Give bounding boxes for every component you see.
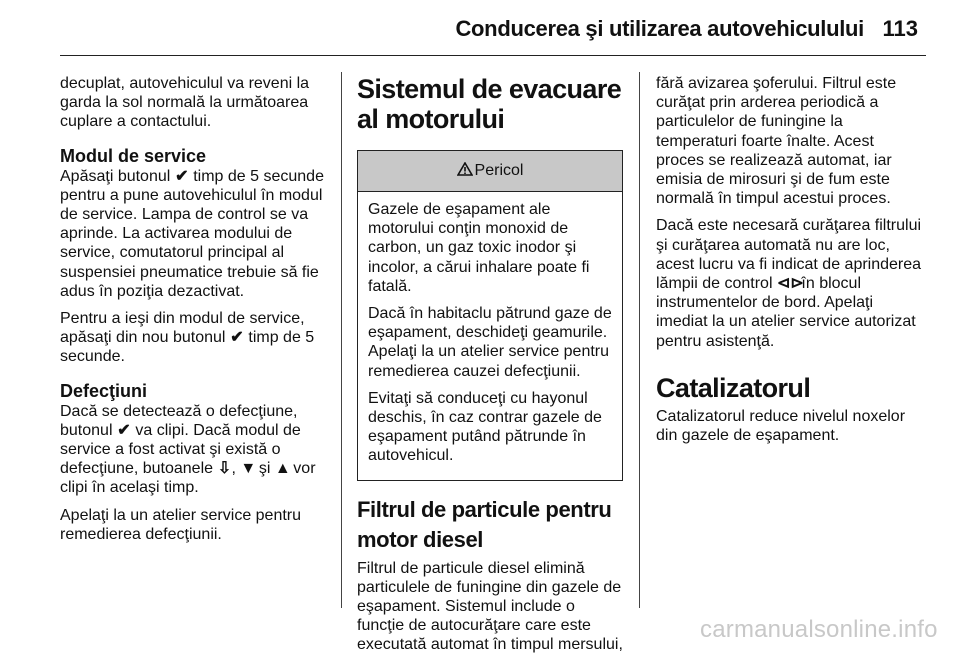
warning-triangle-icon xyxy=(457,162,473,176)
catalytic-converter-heading: Catalizatorul xyxy=(656,372,811,403)
service-mode-paragraph-1 xyxy=(60,167,324,301)
text-fragment: va clipi. Dacă modul de service a fost activat şi există o defecţiune, butoanele xyxy=(60,421,301,478)
warning-paragraph-3: Evitaţi să conduceţi cu hayonul deschis, în caz contrar gazele de eşapament putând pătrunde în autovehicul. xyxy=(368,389,602,465)
wrench-icon: ✔ xyxy=(117,421,131,439)
text-fragment: vor clipi în acelaşi timp. xyxy=(60,460,316,497)
warning-body xyxy=(358,192,622,480)
header-rule xyxy=(60,55,926,56)
column-3 xyxy=(656,74,926,453)
dpf-paragraph-2 xyxy=(656,216,926,350)
warning-label: Pericol xyxy=(474,162,524,179)
faults-paragraph-1 xyxy=(60,402,324,498)
text-fragment: Dacă este necesară curăţarea filtrului şi curăţarea automată nu are loc, acest lucru va fi indicat de aprinderea lămpii de control xyxy=(656,217,922,293)
faults-heading: Defecţiuni xyxy=(60,380,148,401)
warning-header xyxy=(358,151,622,192)
page-header xyxy=(0,0,960,60)
service-mode-heading: Modul de service xyxy=(60,145,207,166)
text-fragment: Pentru a ieşi din modul de service, apăsaţi din nou butonul xyxy=(60,310,305,347)
danger-warning-box xyxy=(357,150,623,481)
wrench-icon: ✔ xyxy=(230,329,244,347)
dpf-paragraph-1: Filtrul de particule diesel elimină particulele de funingine din gazele de eşapament. Sistemul include o funcţie de autocurăţare care este executată automat în timpul mersului, xyxy=(357,559,623,654)
warning-paragraph-1: Gazele de eşapament ale motorului conţin monoxid de carbon, un gaz toxic inodor şi incolor, a cărui inhalare poate fi fatală. xyxy=(368,201,590,295)
text-fragment: şi xyxy=(258,460,271,478)
text-fragment: timp de 5 secunde. xyxy=(60,329,315,366)
column-divider-1 xyxy=(341,72,342,608)
service-mode-paragraph-2 xyxy=(60,309,324,367)
text-fragment: Apăsaţi butonul xyxy=(60,167,171,185)
faults-paragraph-2: Apelaţi la un atelier service pentru remedierea defecţiunii. xyxy=(60,506,302,543)
page-number: 113 xyxy=(882,16,918,41)
wrench-icon: ✔ xyxy=(175,167,189,185)
triangle-up-icon: ▲ xyxy=(274,460,291,478)
column-divider-2 xyxy=(639,72,640,608)
dpf-continued-paragraph: fără avizarea şoferului. Filtrul este curăţat prin arderea periodică a particulelor de funingine la temperaturi foarte înalte. Acest proces se realizează automat, iar emisia de mirosuri şi de fum este normală în timpul acestui proces. xyxy=(656,75,897,208)
text-fragment: timp de 5 secunde pentru a pune autovehiculul în modul de service. Lampa de control se va aprinde. La activarea modului de service, comutatorul principal al suspensiei pneumatice trebuie să fie adus în poziţia dezactivat. xyxy=(60,167,324,300)
page-title: Conducerea şi utilizarea autovehiculului xyxy=(455,16,864,41)
diesel-particle-filter-heading: Filtrul de particule pentru motor diesel xyxy=(357,496,612,552)
text-fragment: în blocul instrumentelor de bord. Apelaţi imediat la un atelier service autorizat pentru asistenţă. xyxy=(656,275,916,350)
continued-paragraph: decuplat, autovehiculul va reveni la garda la sol normală la următoarea cuplare a contactului. xyxy=(60,75,310,131)
lower-vehicle-icon: ⇩ xyxy=(217,460,232,478)
text-fragment: Dacă se detectează o defecţiune, butonul xyxy=(60,402,298,439)
catalyst-paragraph: Catalizatorul reduce nivelul noxelor din gazele de eşapament. xyxy=(656,407,906,445)
dpf-lamp-icon: ⊲⊳ xyxy=(776,275,804,293)
exhaust-system-heading: Sistemul de evacuare al motorului xyxy=(357,74,622,134)
column-2 xyxy=(357,74,623,663)
triangle-down-icon: ▼ xyxy=(240,460,257,478)
warning-paragraph-2: Dacă în habitaclu pătrund gaze de eşapament, deschideţi geamurile. Apelaţi la un atelier service pentru remedierea cauzei defecţiunii. xyxy=(368,305,612,380)
column-1 xyxy=(60,74,324,552)
text-fragment: , xyxy=(231,460,236,478)
watermark: carmanualsonline.info xyxy=(700,616,938,643)
